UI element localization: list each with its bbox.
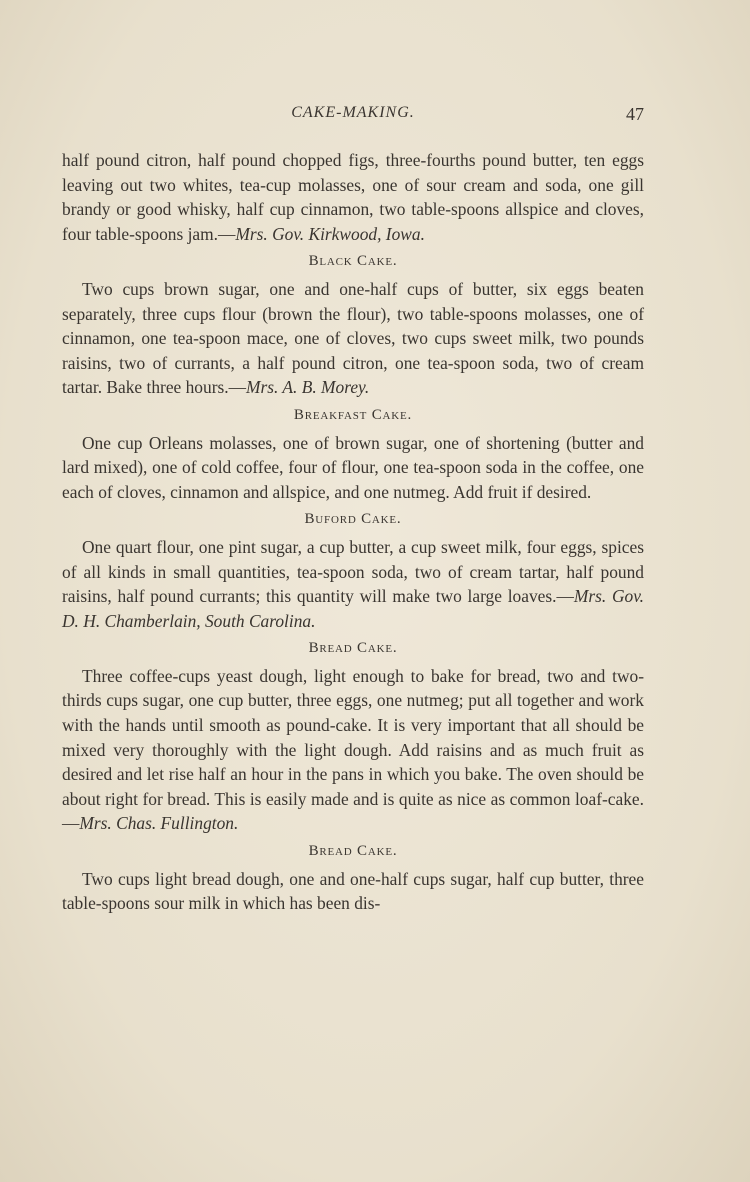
recipe-attribution: Mrs. Gov. Kirkwood, Iowa. xyxy=(235,223,425,244)
page-body xyxy=(62,148,644,916)
recipe-continuation xyxy=(62,148,644,246)
recipe-bread-cake xyxy=(62,664,644,836)
recipe-title-breakfast-cake: Breakfast Cake. xyxy=(293,406,413,423)
recipe-text: One quart flour, one pint sugar, a cup butter, a cup sweet milk, four eggs, spices of all kinds in small quantities, tea-spoon soda, two of cream tartar, half pound raisins, half pound currants; this quantity will make two large loaves.— xyxy=(62,536,644,607)
recipe-text: Three coffee-cups yeast dough, light enough to bake for bread, two and two-thirds cups sugar, one cup butter, three eggs, one nutmeg; put all together and work with the hands until smooth as pound-cake. It is very important that all should be mixed very thoroughly with the light dough. Add raisins and as much fruit as desired and let rise half an hour in the pans in which you bake. The oven should be about right for bread. This is easily made and is quite as nice as common loaf-cake.— xyxy=(62,665,644,834)
recipe-buford-cake xyxy=(62,535,644,633)
recipe-attribution: Mrs. Chas. Fullington. xyxy=(79,813,239,834)
recipe-bread-cake-2 xyxy=(62,867,644,916)
recipe-text: Two cups brown sugar, one and one-half cups of butter, six eggs beaten separately, three cups flour (brown the flour), two table-spoons molasses, one of cinnamon, one tea-spoon mace, one of cloves, two cups sweet milk, two pounds raisins, two of currants, a half pound citron, one tea-spoon soda, two of cream tartar. Bake three hours.— xyxy=(62,278,644,398)
running-head xyxy=(62,104,644,128)
recipe-attribution: Mrs. A. B. Morey. xyxy=(246,377,370,398)
recipe-attribution: Mrs. Gov. D. H. Chamberlain, South Carolina. xyxy=(62,586,644,631)
page-number: 47 xyxy=(626,104,644,124)
recipe-text: Two cups light bread dough, one and one-half cups sugar, half cup butter, three table-spoons sour milk in which has been dis- xyxy=(62,868,644,914)
recipe-breakfast-cake xyxy=(62,431,644,505)
recipe-title-bread-cake: Bread Cake. xyxy=(308,640,398,657)
recipe-text: half pound citron, half pound chopped figs, three-fourths pound butter, ten eggs leaving out two whites, tea-cup molasses, one of sour cream and soda, one gill brandy or good whisky, half cup cinnamon, two table-spoons allspice and cloves, four table-spoons jam.— xyxy=(62,150,644,244)
recipe-black-cake xyxy=(62,277,644,400)
running-title: CAKE-MAKING. xyxy=(291,104,415,121)
recipe-text: One cup Orleans molasses, one of brown sugar, one of shortening (butter and lard mixed), one of cold coffee, four of flour, one tea-spoon soda in the coffee, one each of cloves, cinnamon and allspice, and one nutmeg. Add fruit if desired. xyxy=(62,432,644,502)
recipe-title-buford-cake: Buford Cake. xyxy=(304,511,402,528)
recipe-title-black-cake: Black Cake. xyxy=(308,253,398,270)
recipe-title-bread-cake-2: Bread Cake. xyxy=(308,843,398,860)
